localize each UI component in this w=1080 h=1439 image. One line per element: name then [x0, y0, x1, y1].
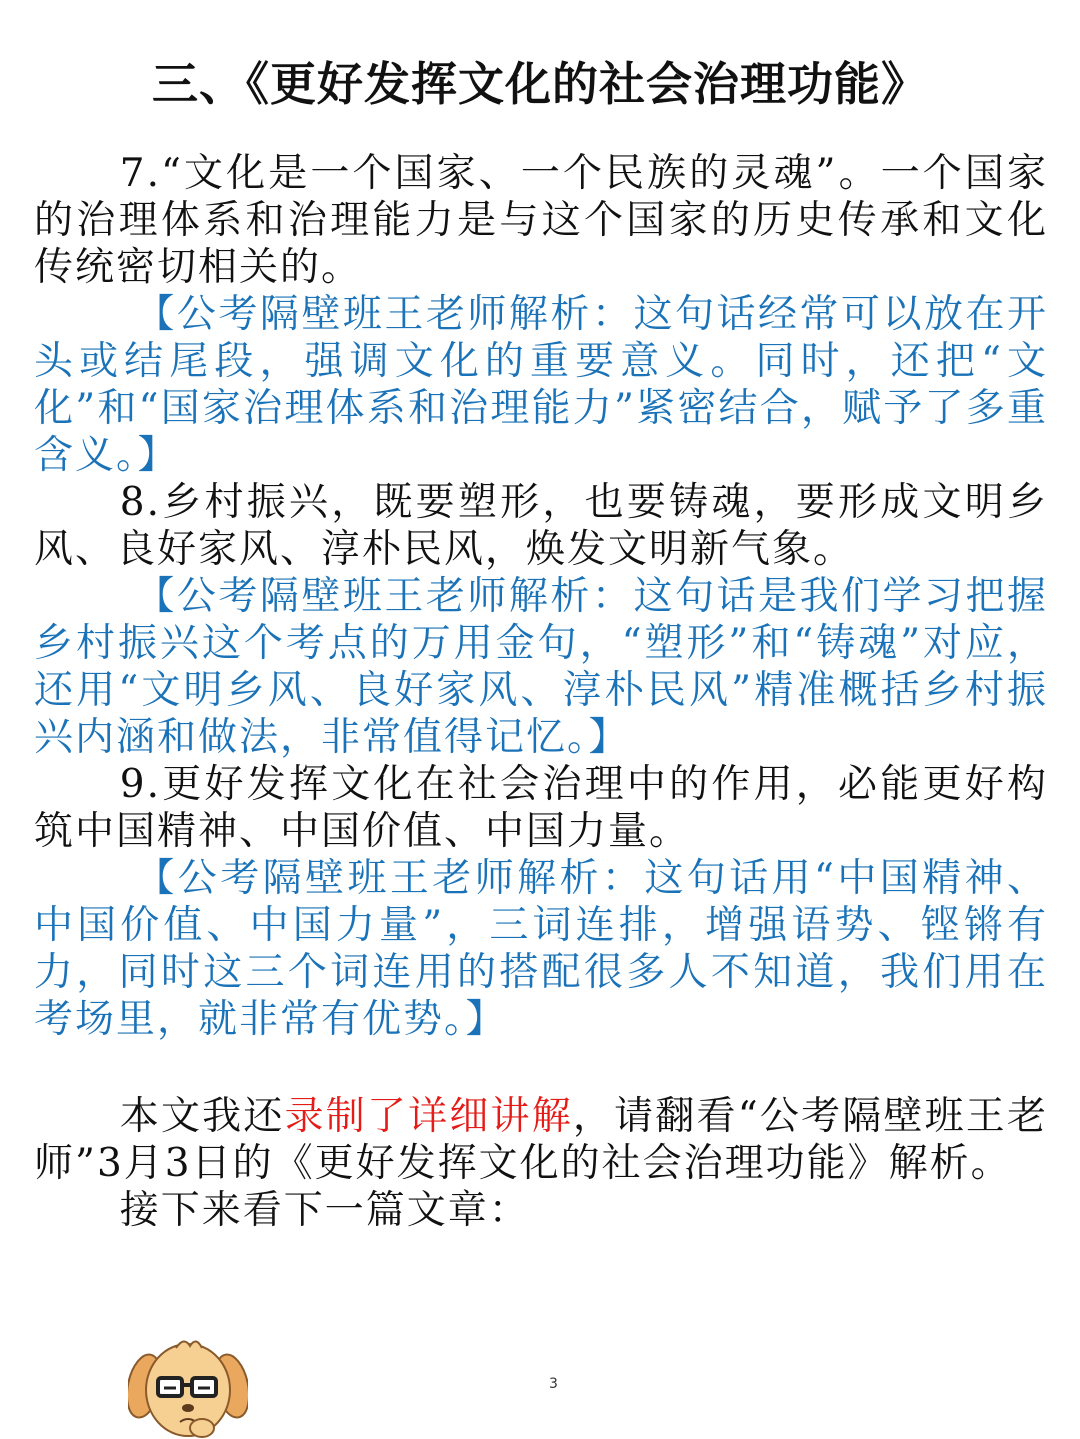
quote-8: 8.乡村振兴，既要塑形，也要铸魂，要形成文明乡风、良好家风、淳朴民风，焕发文明新气象。 [34, 480, 1048, 572]
outro-highlight: 录制了详细讲解 [284, 1094, 573, 1139]
quote-7: 7.“文化是一个国家、一个民族的灵魂”。一个国家的治理体系和治理能力是与这个国家的历史传承和文化传统密切相关的。 [34, 151, 1048, 290]
note-7: 【公考隔壁班王老师解析：这句话经常可以放在开头或结尾段，强调文化的重要意义。同时，还把“文化”和“国家治理体系和治理能力”紧密结合，赋予了多重含义。】 [34, 292, 1048, 478]
article-body [34, 150, 1048, 1234]
page-number: 3 [549, 1376, 558, 1392]
page-title: 三、《更好发挥文化的社会治理功能》 [152, 57, 928, 111]
note-9: 【公考隔壁班王老师解析：这句话用“中国精神、中国价值、中国力量”，三词连排，增强语势、铿锵有力，同时这三个词连用的搭配很多人不知道，我们用在考场里，就非常有优势。】 [34, 856, 1048, 1042]
outro-after: ，请翻看“公考隔壁班王老师”3月3日的《更好发挥文化的社会治理功能》解析。 [34, 1094, 1048, 1186]
quote-9: 9.更好发挥文化在社会治理中的作用，必能更好构筑中国精神、中国价值、中国力量。 [34, 762, 1048, 854]
dog-with-glasses-icon [128, 1328, 248, 1439]
outro-before: 本文我还 [119, 1094, 285, 1139]
outro-paragraph [34, 1093, 1048, 1187]
next-article-line: 接下来看下一篇文章： [119, 1188, 530, 1233]
note-8: 【公考隔壁班王老师解析：这句话是我们学习把握乡村振兴这个考点的万用金句，“塑形”和“铸魂”对应，还用“文明乡风、良好家风、淳朴民风”精准概括乡村振兴内涵和做法，非常值得记忆。】 [34, 574, 1048, 760]
